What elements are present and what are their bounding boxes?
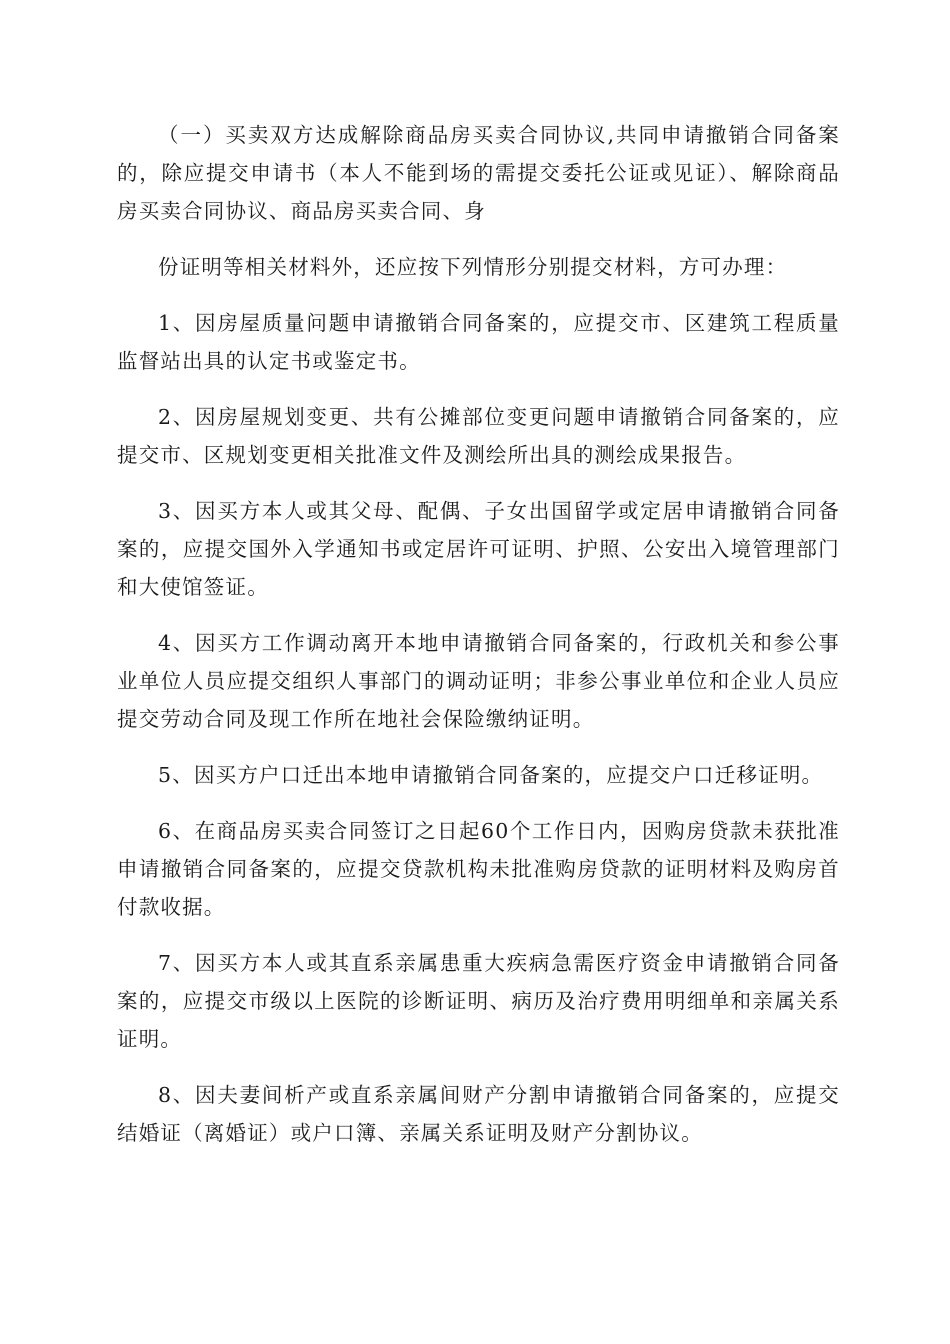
paragraph-item-8: 8、因夫妻间析产或直系亲属间财产分割申请撤销合同备案的，应提交结婚证（离婚证）或户口簿、亲属关系证明及财产分割协议。 — [117, 1083, 840, 1145]
paragraph-item-2: 2、因房屋规划变更、共有公摊部位变更问题申请撤销合同备案的，应提交市、区规划变更相关批准文件及测绘所出具的测绘成果报告。 — [117, 405, 840, 467]
paragraph-item-6: 6、在商品房买卖合同签订之日起60个工作日内，因购房贷款未获批准申请撤销合同备案的，应提交贷款机构未批准购房贷款的证明材料及购房首付款收据。 — [117, 819, 840, 919]
paragraph-item-4: 4、因买方工作调动离开本地申请撤销合同备案的，行政机关和参公事业单位人员应提交组织人事部门的调动证明；非参公事业单位和企业人员应提交劳动合同及现工作所在地社会保险缴纳证明。 — [117, 631, 840, 731]
paragraph-item-7: 7、因买方本人或其直系亲属患重大疾病急需医疗资金申请撤销合同备案的，应提交市级以上医院的诊断证明、病历及治疗费用明细单和亲属关系证明。 — [117, 951, 840, 1051]
paragraph-item-3: 3、因买方本人或其父母、配偶、子女出国留学或定居申请撤销合同备案的，应提交国外入学通知书或定居许可证明、护照、公安出入境管理部门和大使馆签证。 — [117, 499, 840, 599]
paragraph-item-1: 1、因房屋质量问题申请撤销合同备案的，应提交市、区建筑工程质量监督站出具的认定书或鉴定书。 — [117, 311, 840, 373]
paragraph-intro: （一）买卖双方达成解除商品房买卖合同协议,共同申请撤销合同备案的，除应提交申请书（本人不能到场的需提交委托公证或见证）、解除商品房买卖合同协议、商品房买卖合同、身 — [117, 123, 840, 223]
paragraph-intro-continued: 份证明等相关材料外，还应按下列情形分别提交材料，方可办理： — [158, 255, 788, 279]
paragraph-item-5: 5、因买方户口迁出本地申请撤销合同备案的，应提交户口迁移证明。 — [158, 763, 824, 787]
